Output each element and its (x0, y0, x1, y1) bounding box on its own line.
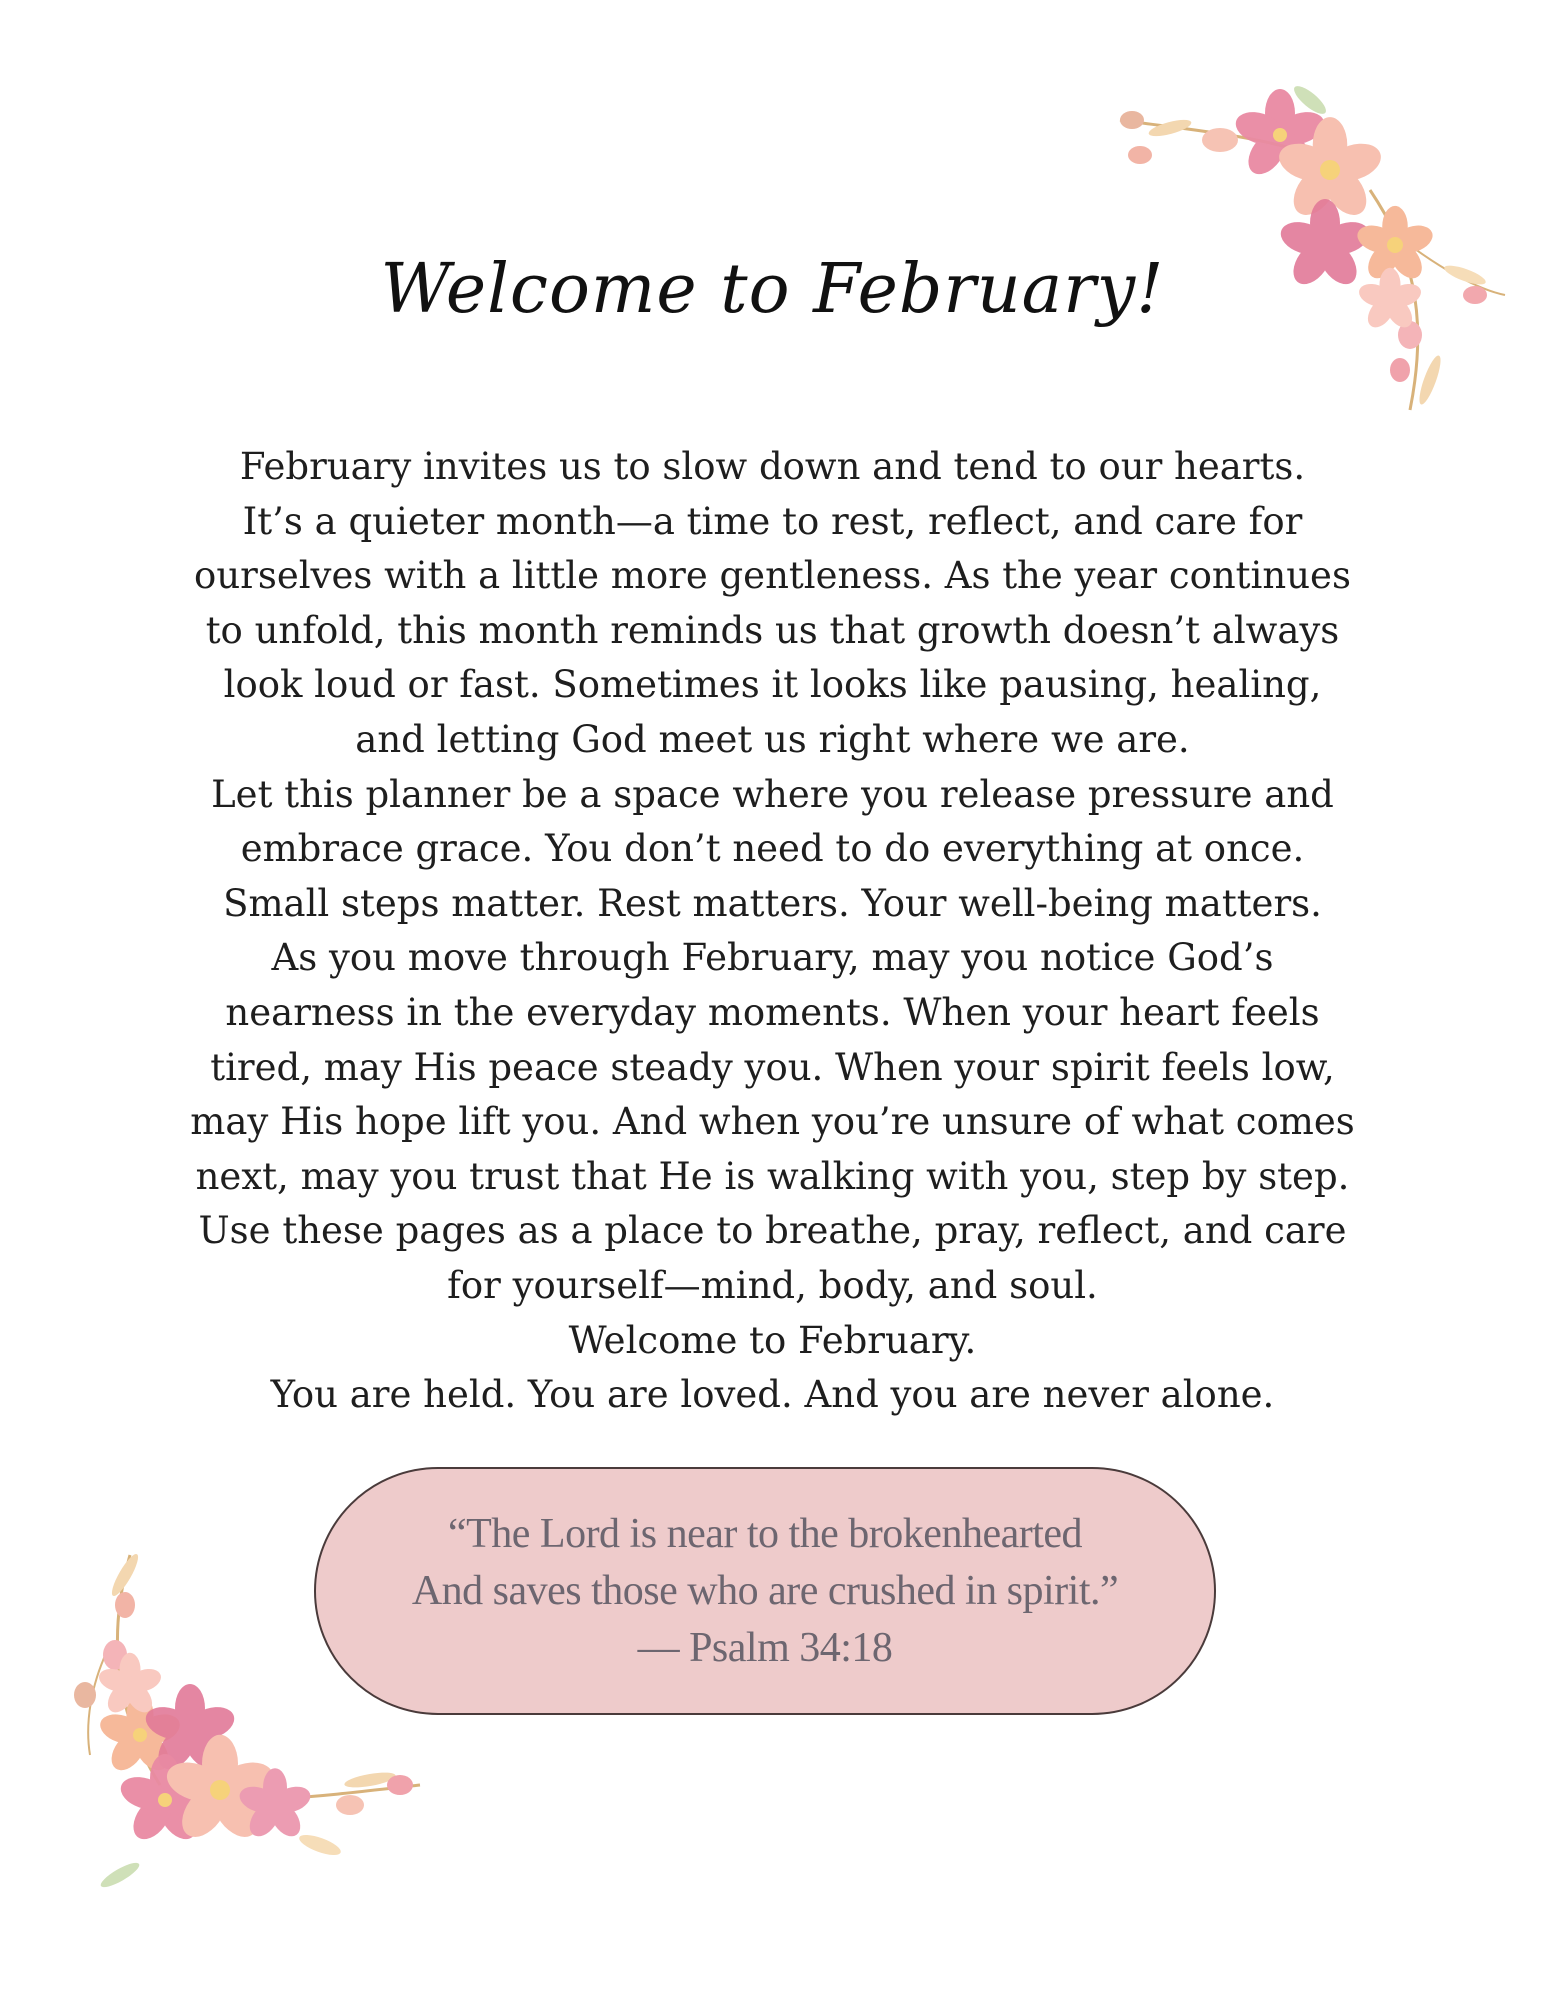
body-line: February invites us to slow down and tend to our hearts. (239, 445, 1306, 488)
floral-corner-bottom-left-icon (70, 1545, 430, 1905)
body-line: Use these pages as a place to breathe, pray, reflect, and care (198, 1209, 1347, 1253)
body-line: embrace grace. You don’t need to do everything at once. (240, 827, 1305, 871)
body-line: As you move through February, may you notice God’s (271, 936, 1274, 980)
body-line: may His hope lift you. And when you’re unsure of what comes (190, 1100, 1355, 1144)
body-line: ourselves with a little more gentleness. As the year continues (194, 554, 1351, 598)
quote-line: “The Lord is near to the brokenhearted (447, 1510, 1083, 1557)
body-line: Welcome to February. (568, 1318, 977, 1362)
page-title: Welcome to February! (380, 250, 1165, 329)
scripture-quote-box (314, 1467, 1216, 1715)
body-line: nearness in the everyday moments. When your heart feels (225, 990, 1320, 1034)
body-line: look loud or fast. Sometimes it looks like pausing, healing, (223, 663, 1322, 707)
body-line: next, may you trust that He is walking with you, step by step. (195, 1154, 1350, 1198)
body-line: You are held. You are loved. And you are never alone. (270, 1373, 1275, 1417)
welcome-message (140, 440, 1405, 1423)
body-line: and letting God meet us right where we are. (355, 717, 1190, 761)
body-line: to unfold, this month reminds us that growth doesn’t always (205, 608, 1340, 652)
quote-line: And saves those who are crushed in spirit.” (411, 1567, 1119, 1614)
body-line: It’s a quieter month—a time to rest, reflect, and care for (242, 499, 1303, 543)
body-line: Small steps matter. Rest matters. Your well-being matters. (223, 881, 1322, 925)
quote-citation: — Psalm 34:18 (637, 1624, 893, 1671)
body-line: Let this planner be a space where you release pressure and (211, 772, 1334, 816)
body-line: tired, may His peace steady you. When your spirit feels low, (210, 1045, 1335, 1089)
body-line: for yourself—mind, body, and soul. (447, 1263, 1098, 1307)
